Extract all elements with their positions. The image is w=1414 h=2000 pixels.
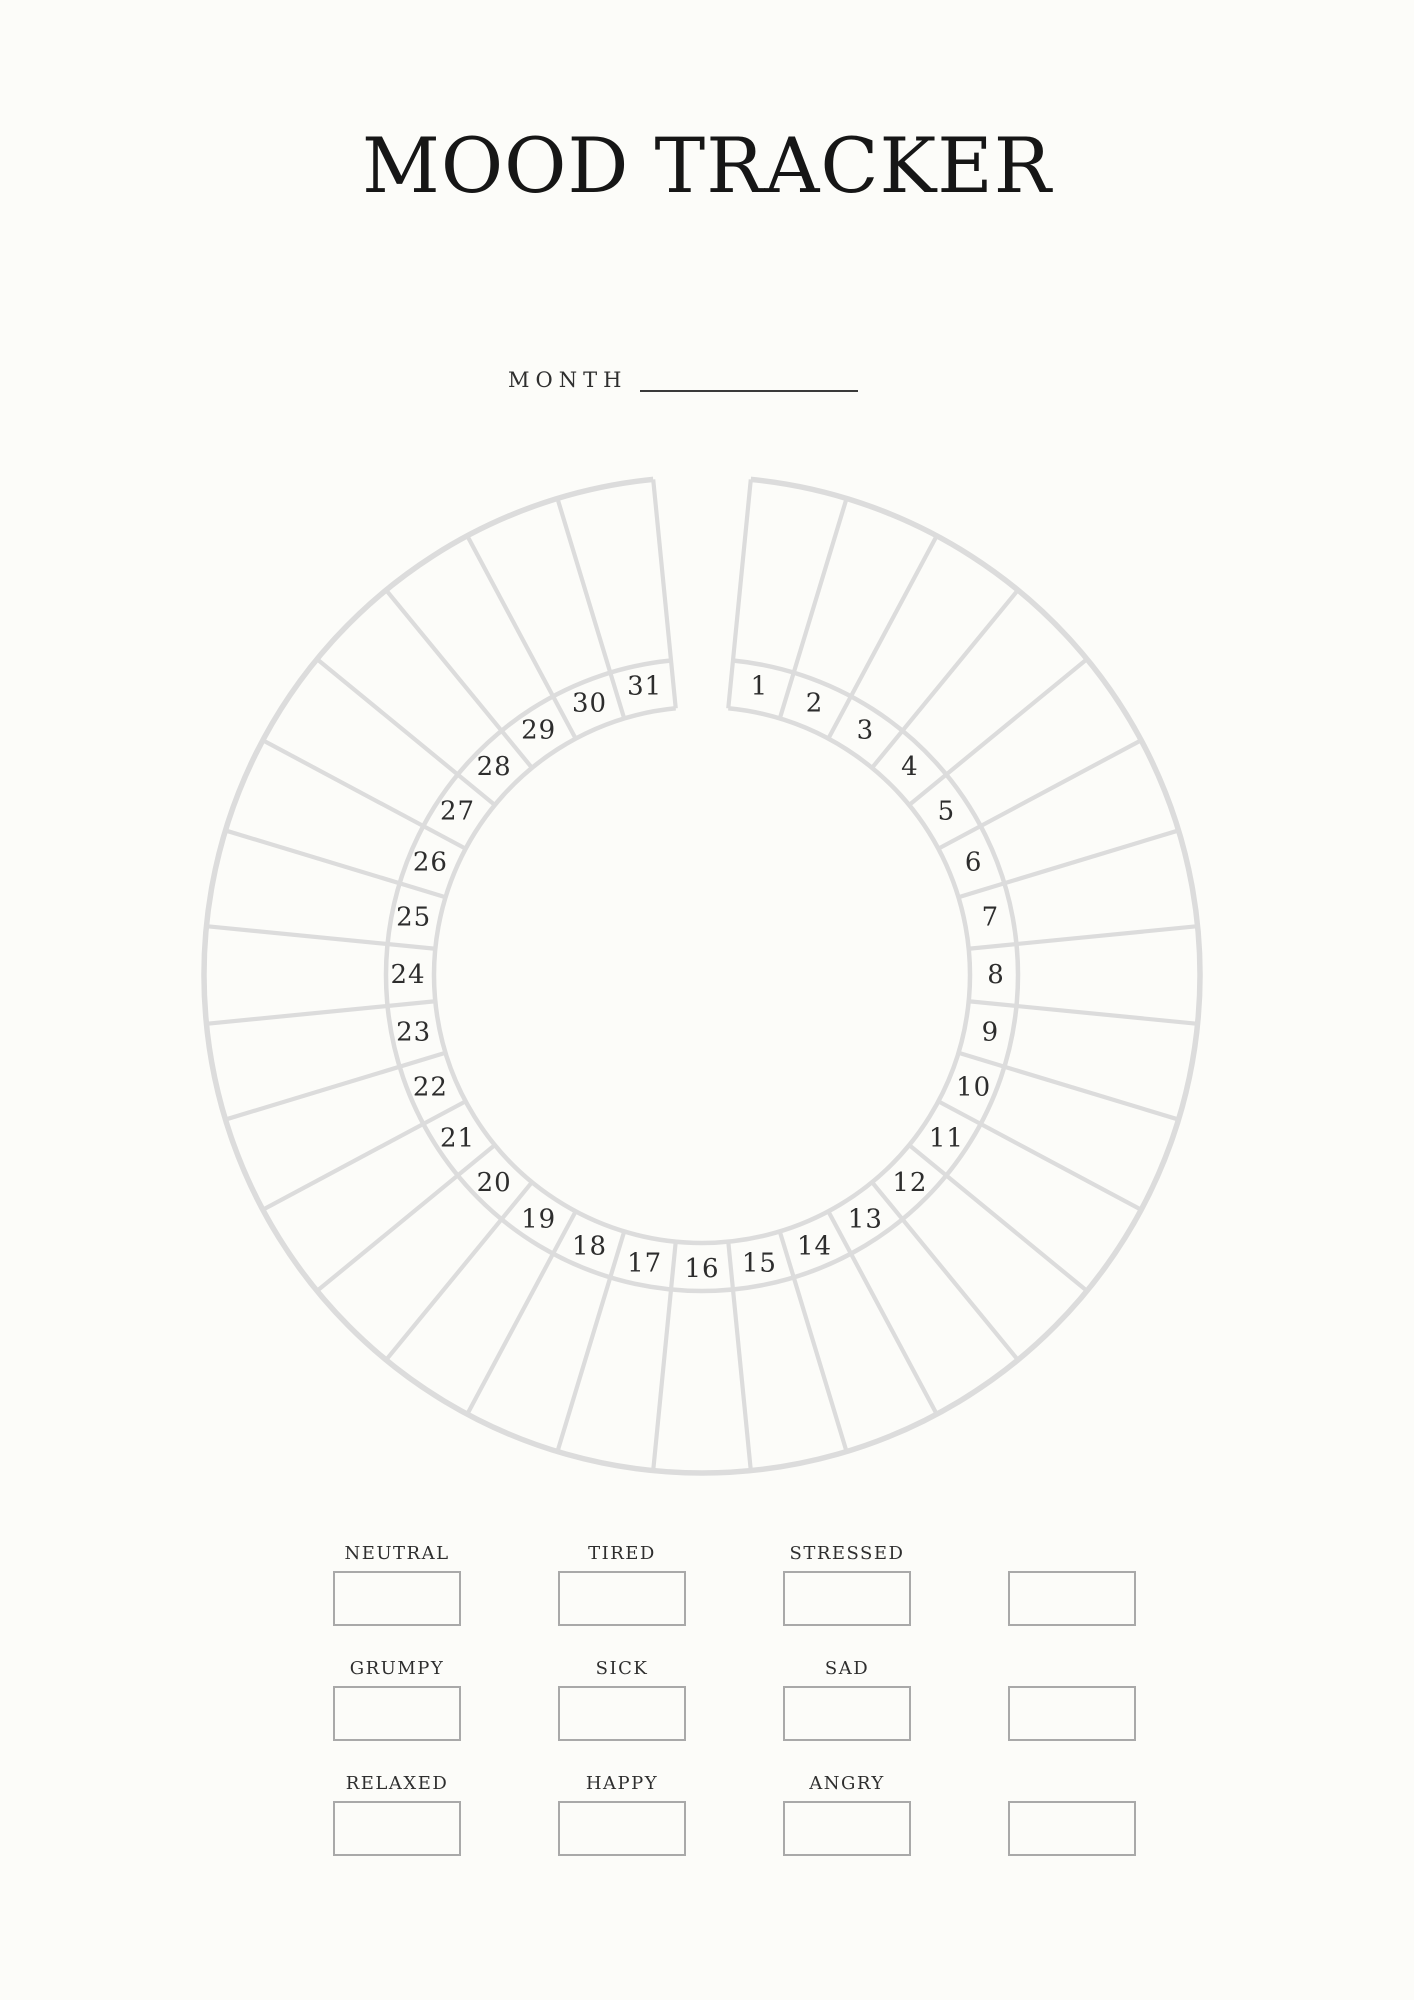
legend-color-box: [1008, 1801, 1136, 1856]
legend-label: HAPPY: [585, 1773, 659, 1794]
legend-label: [1008, 1768, 1136, 1801]
wheel-segment-divider: [969, 926, 1198, 949]
wheel-day-13: 13: [847, 1204, 883, 1235]
legend-item-grumpy: [333, 1653, 461, 1741]
month-label: MONTH: [508, 368, 628, 392]
wheel-segment-divider: [969, 1001, 1198, 1024]
wheel-day-7: 7: [981, 902, 1000, 933]
wheel-day-27: 27: [440, 796, 476, 827]
wheel-day-10: 10: [956, 1072, 992, 1103]
wheel-day-8: 8: [987, 960, 1005, 990]
legend-item-stressed: [783, 1538, 911, 1626]
wheel-day-24: 24: [390, 960, 426, 990]
legend-color-box: [783, 1801, 911, 1856]
legend-item-sick: [558, 1653, 686, 1741]
legend-label: [1008, 1538, 1136, 1571]
legend-item-blank: [1008, 1768, 1136, 1856]
wheel-day-15: 15: [741, 1248, 777, 1279]
legend-item-blank: [1008, 1653, 1136, 1741]
legend-label: STRESSED: [789, 1543, 905, 1564]
wheel-ring: [204, 479, 1200, 1473]
legend-item-sad: [783, 1653, 911, 1741]
legend-color-box: [558, 1801, 686, 1856]
wheel-day-21: 21: [440, 1123, 476, 1154]
legend-item-tired: [558, 1538, 686, 1626]
wheel-day-30: 30: [571, 688, 608, 719]
wheel-day-17: 17: [627, 1248, 663, 1279]
wheel-day-22: 22: [412, 1072, 448, 1103]
legend-label: SICK: [595, 1658, 649, 1679]
mood-legend: [333, 1538, 1136, 1856]
wheel-segment-divider: [557, 498, 624, 718]
wheel-day-11: 11: [928, 1123, 964, 1154]
wheel-day-19: 19: [521, 1204, 557, 1235]
legend-item-neutral: [333, 1538, 461, 1626]
wheel-day-18: 18: [571, 1231, 608, 1262]
wheel-day-2: 2: [805, 688, 824, 719]
wheel-day-1: 1: [750, 671, 769, 702]
wheel-day-20: 20: [476, 1167, 512, 1198]
legend-label: TIRED: [588, 1543, 656, 1564]
legend-label: NEUTRAL: [344, 1543, 450, 1564]
legend-color-box: [1008, 1686, 1136, 1741]
legend-color-box: [558, 1686, 686, 1741]
legend-item-angry: [783, 1768, 911, 1856]
legend-item-blank: [1008, 1538, 1136, 1626]
wheel-day-29: 29: [521, 715, 557, 746]
legend-color-box: [558, 1571, 686, 1626]
wheel-day-25: 25: [396, 902, 432, 933]
wheel-segment-divider: [780, 1231, 847, 1451]
wheel-day-31: 31: [627, 671, 663, 702]
page-title: MOOD TRACKER: [362, 121, 1052, 210]
wheel-segment-divider: [557, 1231, 624, 1451]
wheel-segment-divider: [780, 498, 847, 718]
wheel-day-26: 26: [412, 847, 448, 878]
legend-item-relaxed: [333, 1768, 461, 1856]
wheel-day-4: 4: [901, 752, 919, 783]
legend-color-box: [333, 1801, 461, 1856]
legend-label: ANGRY: [809, 1773, 885, 1794]
wheel-day-23: 23: [396, 1017, 432, 1048]
legend-color-box: [783, 1686, 911, 1741]
legend-label: [1008, 1653, 1136, 1686]
wheel-day-3: 3: [856, 715, 875, 746]
wheel-day-16: 16: [684, 1254, 720, 1284]
wheel-day-28: 28: [476, 752, 512, 783]
legend-color-box: [1008, 1571, 1136, 1626]
legend-color-box: [783, 1571, 911, 1626]
legend-label: GRUMPY: [349, 1658, 445, 1679]
legend-color-box: [333, 1571, 461, 1626]
wheel-day-9: 9: [981, 1017, 1000, 1048]
wheel-ring: [434, 708, 970, 1243]
wheel-day-5: 5: [937, 796, 956, 827]
legend-color-box: [333, 1686, 461, 1741]
wheel-day-14: 14: [796, 1231, 833, 1262]
wheel-segment-divider: [958, 1053, 1178, 1120]
wheel-segment-divider: [728, 479, 751, 708]
wheel-day-6: 6: [964, 847, 983, 878]
wheel-segment-divider: [958, 830, 1178, 897]
legend-label: SAD: [824, 1658, 870, 1679]
wheel-day-12: 12: [892, 1167, 928, 1198]
legend-item-happy: [558, 1768, 686, 1856]
legend-label: RELAXED: [345, 1773, 449, 1794]
